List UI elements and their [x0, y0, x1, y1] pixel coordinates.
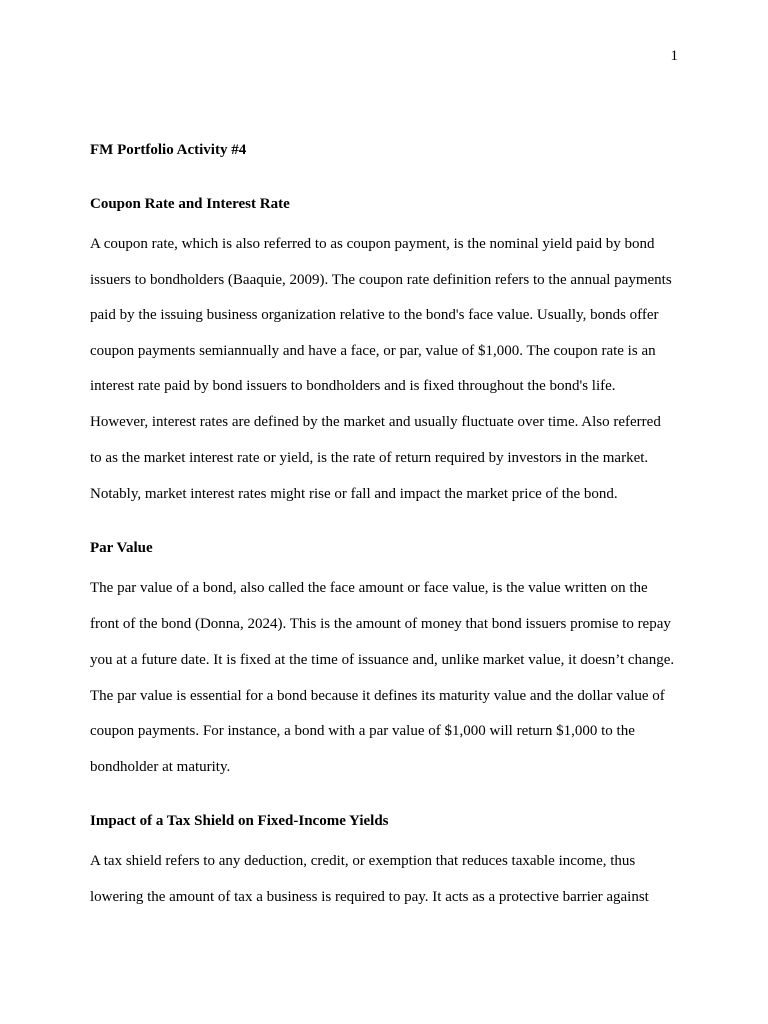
paragraph-line: The par value of a bond, also called the face amount or face value, is the value written on the: [90, 580, 648, 596]
paragraph-line: interest rate paid by bond issuers to bondholders and is fixed throughout the bond's life.: [90, 378, 616, 394]
paragraph-line: paid by the issuing business organization relative to the bond's face value. Usually, bonds offer: [90, 307, 659, 323]
paragraph-line: coupon payments. For instance, a bond with a par value of $1,000 will return $1,000 to the: [90, 723, 635, 739]
section-heading-coupon-rate: Coupon Rate and Interest Rate: [90, 196, 290, 212]
paragraph-line: A tax shield refers to any deduction, credit, or exemption that reduces taxable income, thus: [90, 853, 636, 869]
section-heading-par-value: Par Value: [90, 540, 153, 556]
paragraph-line: coupon payments semiannually and have a face, or par, value of $1,000. The coupon rate is an: [90, 343, 656, 359]
paragraph-line: Notably, market interest rates might rise or fall and impact the market price of the bond.: [90, 486, 618, 502]
document-title: FM Portfolio Activity #4: [90, 142, 247, 158]
paragraph-line: you at a future date. It is fixed at the time of issuance and, unlike market value, it doesn’t change.: [90, 652, 675, 668]
paragraph-line: front of the bond (Donna, 2024). This is the amount of money that bond issuers promise to repay: [90, 616, 671, 632]
section-heading-tax-shield: Impact of a Tax Shield on Fixed-Income Yields: [90, 813, 389, 829]
paragraph-line: issuers to bondholders (Baaquie, 2009). The coupon rate definition refers to the annual payments: [90, 272, 672, 288]
page-number: 1: [670, 48, 678, 64]
paragraph-line: The par value is essential for a bond because it defines its maturity value and the dollar value of: [90, 688, 665, 704]
paragraph-line: A coupon rate, which is also referred to as coupon payment, is the nominal yield paid by bond: [90, 236, 655, 252]
paragraph-line: However, interest rates are defined by the market and usually fluctuate over time. Also referred: [90, 414, 661, 430]
paragraph-line: to as the market interest rate or yield, is the rate of return required by investors in the market.: [90, 450, 649, 466]
paragraph-line: lowering the amount of tax a business is required to pay. It acts as a protective barrier against: [90, 889, 649, 905]
paragraph-line: bondholder at maturity.: [90, 759, 231, 775]
